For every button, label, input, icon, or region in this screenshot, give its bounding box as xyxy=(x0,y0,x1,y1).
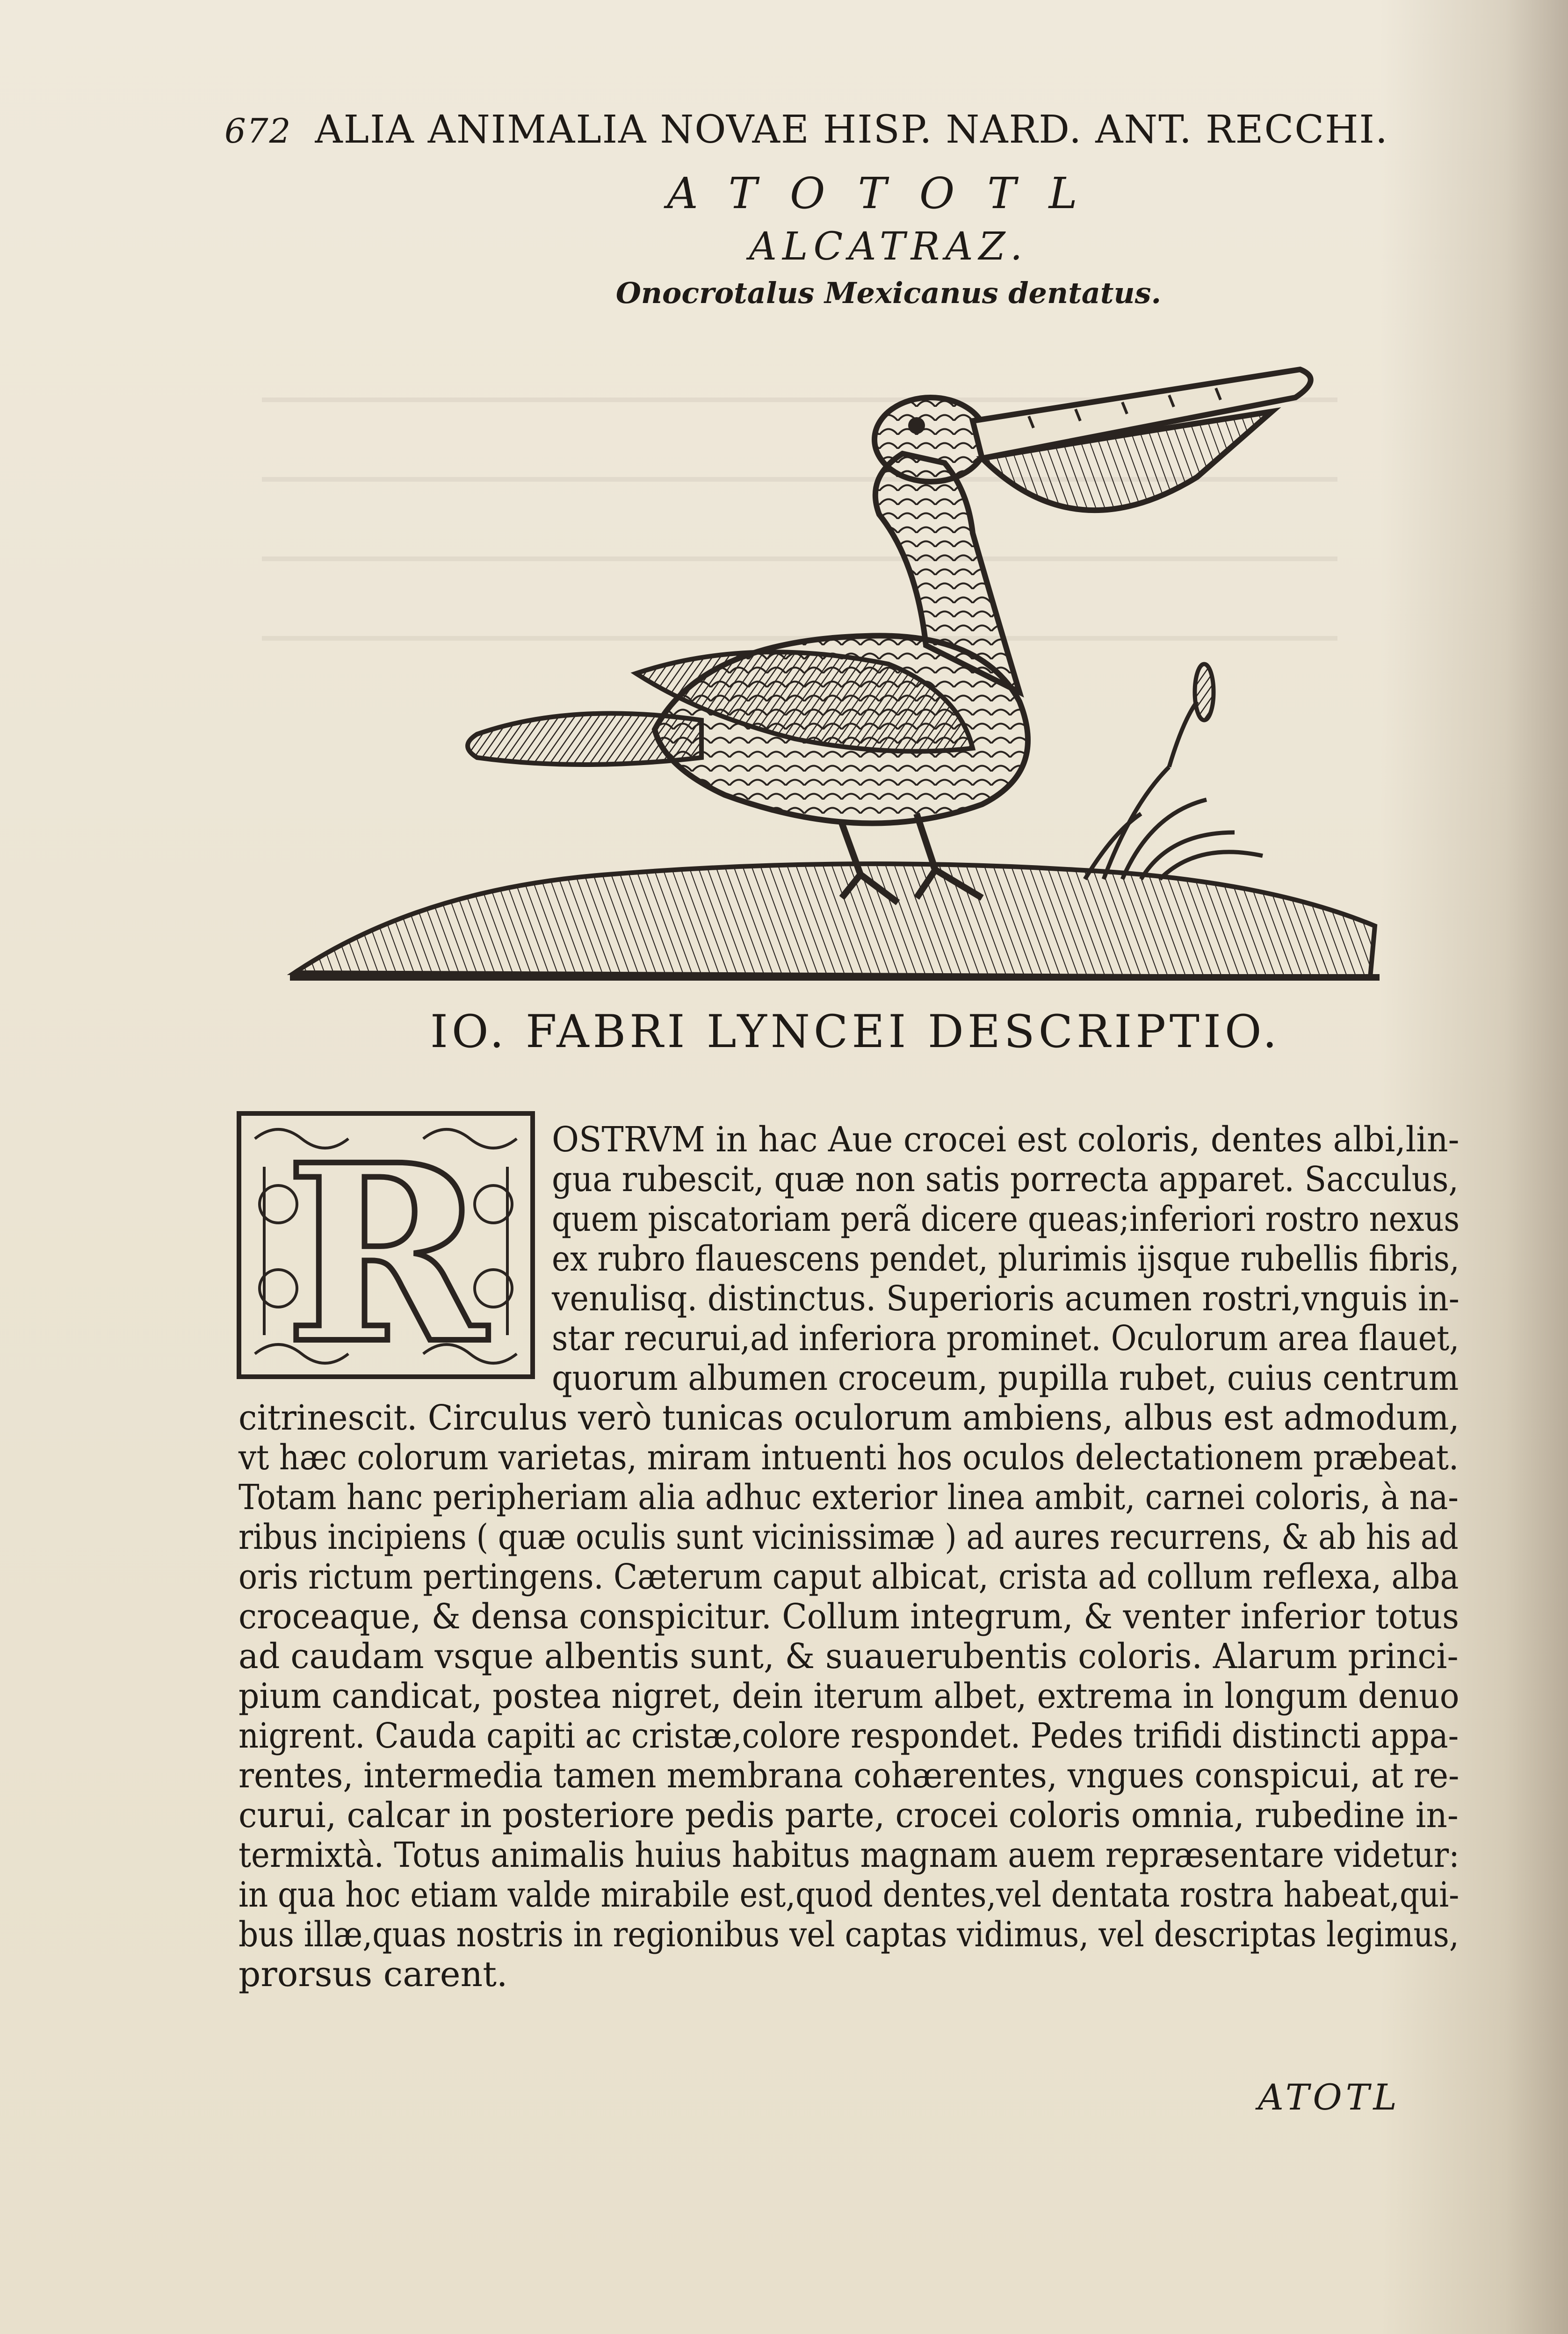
text-line: in qua hoc etiam valde mirabile est,quod dentes,vel dentata rostra habeat,qui- xyxy=(238,1875,1460,1915)
running-head xyxy=(224,108,1440,159)
text-line: ad caudam vsque albentis sunt, & suauerubentis coloris. Alarum princi- xyxy=(238,1636,1459,1676)
caption-alternate-name: ALCATRAZ. xyxy=(749,224,1028,269)
caption-latin-name: Onocrotalus Mexicanus dentatus. xyxy=(615,276,1162,310)
text-line: pium candicat, postea nigret, dein iterum albet, extrema in longum denuo xyxy=(238,1676,1460,1716)
text-line: ribus incipiens ( quæ oculis sunt vicinissimæ ) ad aures recurrens, & ab his ad xyxy=(238,1517,1459,1557)
text-line: quorum albumen croceum, pupilla rubet, cuius centrum xyxy=(552,1358,1459,1398)
text-line: rentes, intermedia tamen membrana cohærentes, vngues conspicui, at re- xyxy=(238,1756,1460,1796)
text-line: quem piscatoriam perã dicere queas;inferiori rostro nexus xyxy=(552,1199,1460,1239)
caption-name: ATOTOTL xyxy=(667,168,1110,218)
description-heading: IO. FABRI LYNCEI DESCRIPTIO. xyxy=(430,1005,1281,1058)
page-number: 672 xyxy=(224,111,292,151)
text-line: ex rubro flauescens pendet, plurimis ijsque rubellis fibris, xyxy=(552,1239,1460,1279)
text-line: vt hæc colorum varietas, miram intuenti hos oculos delectationem præbeat. xyxy=(238,1438,1459,1478)
pelican-eye xyxy=(908,417,925,434)
text-line: gua rubescit, quæ non satis porrecta apparet. Sacculus, xyxy=(552,1159,1459,1200)
text-line: oris rictum pertingens. Cæterum caput albicat, crista ad collum reflexa, alba xyxy=(238,1557,1459,1597)
text-line: curui, calcar in posteriore pedis parte, crocei coloris omnia, rubedine in- xyxy=(238,1795,1459,1835)
text-line: venulisq. distinctus. Superioris acumen rostri,vnguis in- xyxy=(552,1279,1460,1319)
text-line: bus illæ,quas nostris in regionibus vel captas vidimus, vel descriptas legimus, xyxy=(238,1915,1459,1955)
pelican-woodcut-illustration xyxy=(281,337,1394,991)
text-line: termixtà. Totus animalis huius habitus magnam auem repræsentare videtur: xyxy=(238,1835,1460,1875)
reeds xyxy=(1085,664,1263,879)
text-line: prorsus carent. xyxy=(238,1954,508,1994)
text-line: nigrent. Cauda capiti ac cristæ,colore respondet. Pedes trifidi distincti appa- xyxy=(238,1716,1459,1756)
running-title: ALIA ANIMALIA NOVAE HISP. NARD. ANT. RECCHI. xyxy=(315,108,1388,152)
text-line: OSTRVM in hac Aue crocei est coloris, dentes albi,lin- xyxy=(552,1120,1460,1160)
pelican-head xyxy=(874,397,987,482)
catchword: ATOTL xyxy=(1258,2076,1401,2118)
ground-mound xyxy=(295,864,1375,977)
text-line: Totam hanc peripheriam alia adhuc exterior linea ambit, carnei coloris, à na- xyxy=(238,1477,1459,1517)
text-line: citrinescit. Circulus verò tunicas oculorum ambiens, albus est admodum, xyxy=(238,1398,1460,1438)
text-line: star recurui,ad inferiora prominet. Oculorum area flauet, xyxy=(552,1318,1460,1358)
text-line: croceaque, & densa conspicitur. Collum integrum, & venter inferior totus xyxy=(238,1597,1460,1637)
decorated-initial xyxy=(236,1111,535,1380)
initial-letter: R xyxy=(284,1112,487,1380)
